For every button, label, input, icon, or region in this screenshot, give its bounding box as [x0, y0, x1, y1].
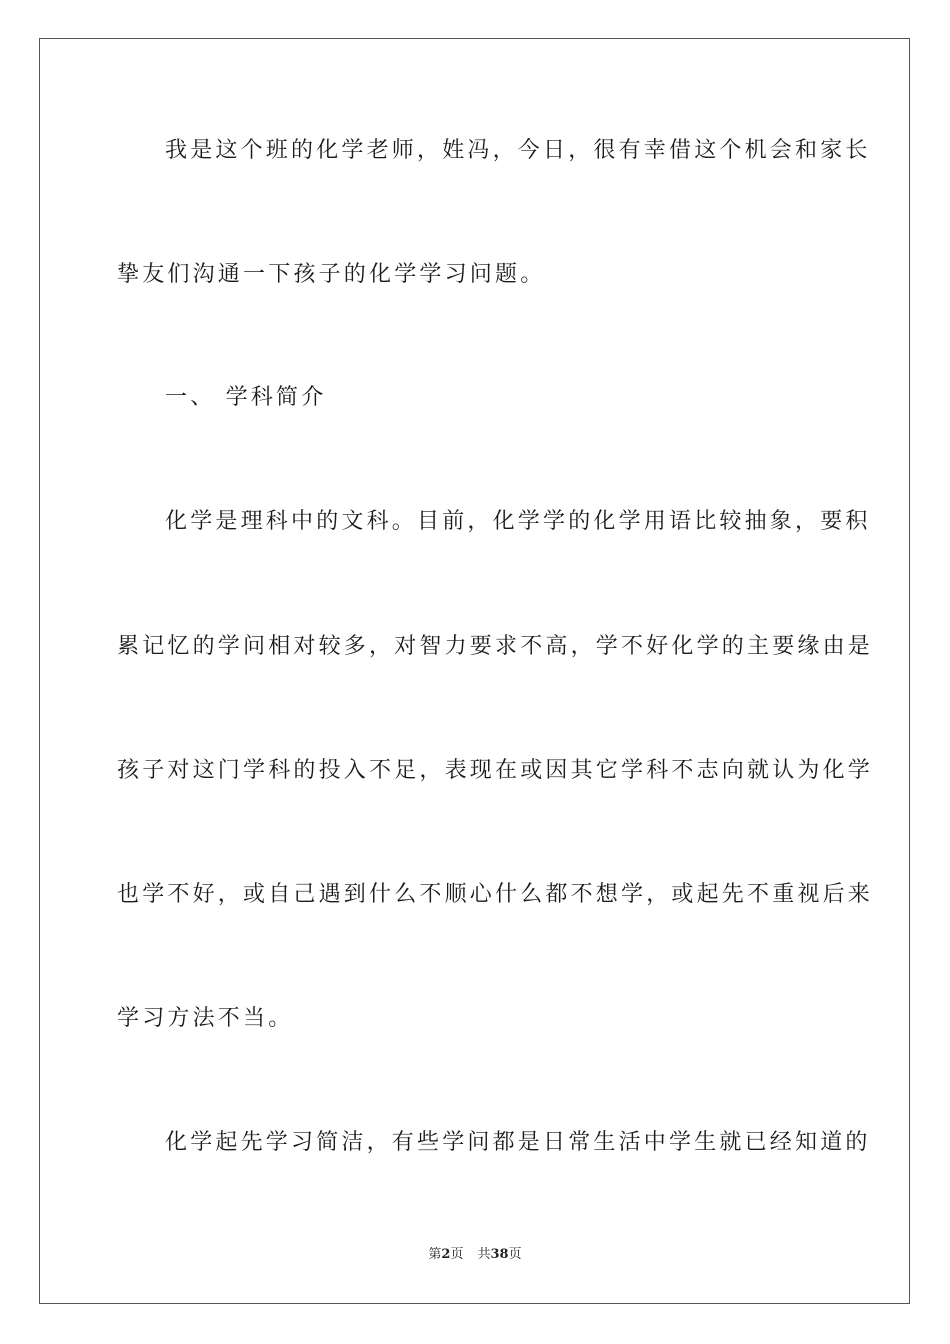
page-footer: [0, 1246, 950, 1264]
paragraph-line-2: 挚友们沟通一下孩子的化学学习问题。: [117, 262, 546, 287]
paragraph-line-7: 学习方法不当。: [117, 1006, 294, 1031]
paragraph-line-6: 也学不好，或自己遇到什么不顺心什么都不想学，或起先不重视后来: [117, 882, 874, 907]
paragraph-line-5: 孩子对这门学科的投入不足，表现在或因其它学科不志向就认为化学: [117, 758, 874, 783]
section-heading: 一、 学科简介: [165, 385, 327, 410]
page-prefix: 第: [428, 1247, 442, 1262]
page-border: [39, 38, 910, 1304]
total-suffix: 页: [508, 1247, 522, 1262]
paragraph-line-1: 我是这个班的化学老师，姓冯，今日，很有幸借这个机会和家长: [165, 138, 871, 163]
total-prefix: 共: [477, 1247, 491, 1262]
total-pages: 38: [490, 1247, 509, 1262]
page-number: 2: [441, 1247, 451, 1262]
paragraph-line-3: 化学是理科中的文科。目前，化学学的化学用语比较抽象，要积: [165, 509, 871, 534]
paragraph-line-8: 化学起先学习简洁，有些学问都是日常生活中学生就已经知道的: [165, 1130, 871, 1155]
paragraph-line-4: 累记忆的学问相对较多，对智力要求不高，学不好化学的主要缘由是: [117, 634, 874, 659]
page-suffix: 页: [450, 1247, 464, 1262]
